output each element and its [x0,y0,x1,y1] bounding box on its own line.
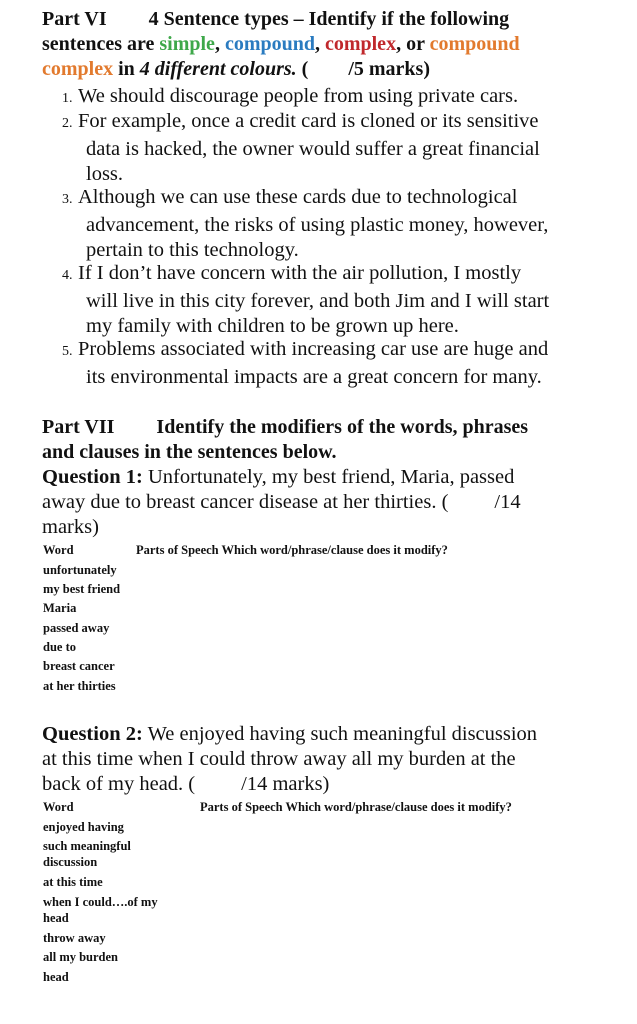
q2-word-row: all my burden [43,950,119,964]
sentence-text: We should discourage people from using private cars. [78,85,519,107]
sentence-text: data is hacked, the owner would suffer a great financial [86,137,540,160]
q1-word-row: breast cancer [43,659,115,673]
item-number: 2. [62,116,73,131]
sentence-text: advancement, the risks of using plastic money, however, [86,213,549,236]
q2-word-row-cont: discussion [43,855,98,869]
sentence-item-2 [62,109,582,188]
sentence-item-5 [62,337,582,390]
sentence-item-1 [62,84,582,112]
sentence-text: my family with children to be grown up here. [86,315,459,337]
q2-word-row: at this time [43,875,103,889]
part6-title: 4 Sentence types – Identify if the following [148,8,510,30]
q1-line1 [42,465,514,490]
q1-word-row: passed away [43,621,110,635]
q2-text: back of my head. ( [42,773,196,795]
sentence-item-3 [62,185,582,264]
sentence-item-4 [62,261,582,340]
q2-word-row-cont: head [43,911,69,925]
sentence-text: pertain to this technology. [86,239,299,261]
colours-instruction: 4 different colours. [139,58,297,80]
simple-label: simple [159,33,215,55]
q1-text: Unfortunately, my best friend, Maria, passed [147,466,515,488]
marks-open-paren: ( [301,58,309,80]
part7-title: Identify the modifiers of the words, phrases [156,416,529,438]
q1-col-word: Word [43,543,74,557]
q1-line2 [42,490,521,515]
q2-col-word: Word [43,800,74,814]
sentence-text: For example, once a credit card is cloned or its sensitive [78,110,539,132]
compound-complex-label-1: compound [429,33,520,55]
q2-label: Question 2: [42,723,143,745]
q1-text: away due to breast cancer disease at her thirties. ( [42,491,449,513]
q2-text: We enjoyed having such meaningful discussion [147,723,538,745]
q2-line2: at this time when I could throw away all my burden at the [42,748,516,770]
sentence-text: loss. [86,163,124,185]
item-number: 4. [62,268,73,283]
q1-word-row: Maria [43,601,77,615]
q2-word-row: head [43,970,69,984]
part6-heading-line1 [42,7,509,32]
part6-heading-line3 [42,57,430,82]
in-text: in [118,58,135,80]
q1-word-row: at her thirties [43,679,116,693]
q2-word-row: such meaningful [43,839,131,853]
sentence-text: will live in this city forever, and both Jim and I will start [86,289,550,312]
item-number: 1. [62,91,73,106]
complex-label: complex [324,33,397,55]
q1-line3: marks) [42,516,99,538]
q1-word-row: unfortunately [43,563,117,577]
q2-marks: /14 marks) [241,773,330,795]
part6-heading-text: sentences are [42,33,155,55]
q1-marks: /14 [494,491,521,513]
q2-line1 [42,722,537,747]
sentence-text: If I don’t have concern with the air pollution, I mostly [78,262,522,284]
item-number: 3. [62,192,73,207]
part6-marks: /5 marks) [348,58,430,80]
part6-heading-line2: sentences are simple, compound, complex, or compound [42,33,520,55]
sentence-text: Although we can use these cards due to technological [78,186,518,208]
sentence-text: its environmental impacts are a great concern for many. [86,365,542,388]
q2-word-row: throw away [43,931,106,945]
item-number: 5. [62,344,73,359]
q1-word-row: my best friend [43,582,121,596]
q1-label: Question 1: [42,466,143,488]
part6-label: Part VI [42,8,107,30]
compound-label: compound [224,33,315,55]
part7-heading-line2: and clauses in the sentences below. [42,441,337,463]
sentence-text: Problems associated with increasing car use are huge and [78,338,549,360]
q2-line3 [42,772,329,797]
part7-label: Part VII [42,416,115,438]
q1-col-pos: Parts of Speech Which word/phrase/clause does it modify? [136,543,448,557]
q2-word-row: enjoyed having [43,820,124,834]
q2-word-row: when I could….of my [43,895,158,909]
compound-complex-label-2: complex [42,58,114,80]
q1-word-row: due to [43,640,76,654]
or-text: or [406,33,425,55]
part7-heading-line1 [42,415,528,440]
q2-col-pos: Parts of Speech Which word/phrase/clause does it modify? [200,800,512,814]
